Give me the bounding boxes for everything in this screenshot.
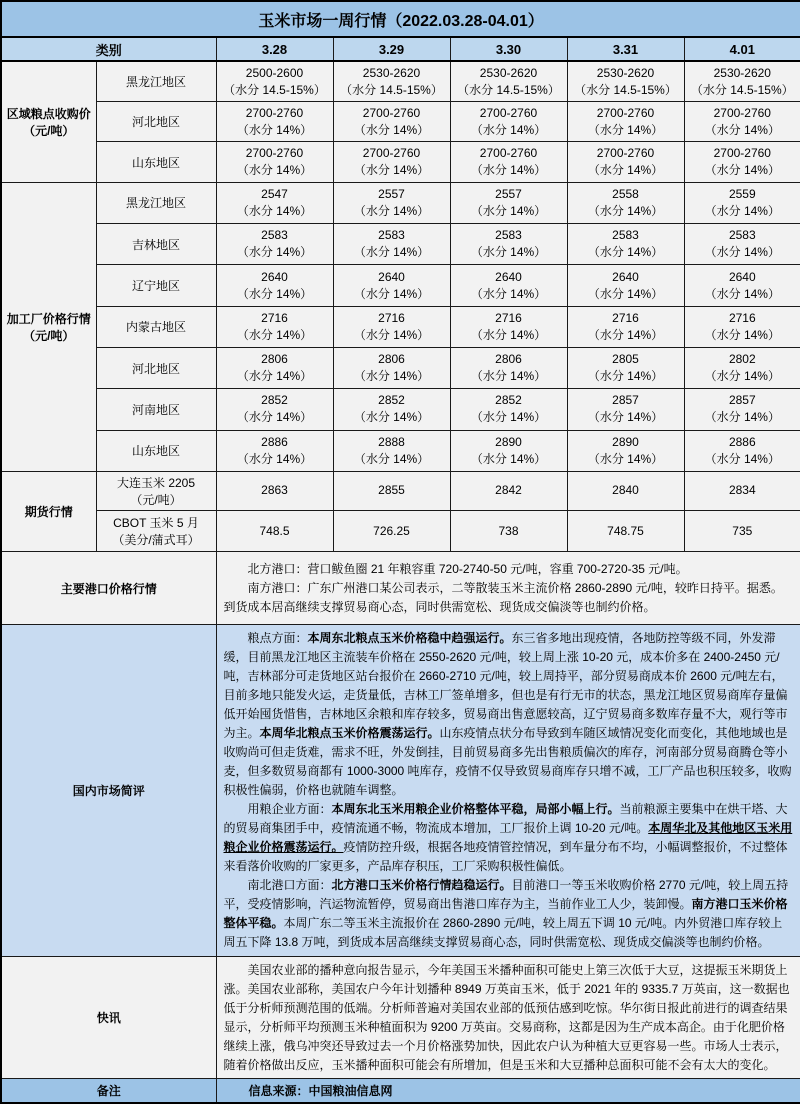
- ports-commentary-paragraph: 南北港口方面：北方港口玉米价格行情趋稳运行。目前港口一等玉米收购价格 2770 元/吨，较上周五持平，受疫情影响，汽运物流暂停，贸易商出售港口库存为主，当前作业工人少，装卸慢。南方港口玉米价格整体平稳。本周广东二等玉米主流报价在 2860-2890 元/吨，较上周五下调 10 元/吨。内外贸港口库存较上周五下降 13.8 万吨，到货成本居高继续支撑贸易商心态，同时供需宽松、现货成交偏淡等也制约价格。: [223, 878, 789, 950]
- region-cell: 山东地区: [96, 430, 216, 471]
- commentary-text-cell: [216, 624, 800, 956]
- grain-points-paragraph: 粮点方面：本周东北粮点玉米价格稳中趋强运行。东三省多地出现疫情，各地防控等级不同，外发滞缓，目前黑龙江地区主流装车价格在 2550-2620 元/吨，较上周上涨 10-20 元，成本价多在 2400-2450 元/吨，吉林部分可走货地区站台报价在 2660-2710 元/吨，较上周持平，部分贸易商成本价 2600 元/吨左右，目前多地只能发火运，走货量低，吉林工厂签单增多，但也是有行无市的状态，黑龙江地区贸易商库存量偏低开始囤货惜售，吉林地区余粮和库存较多，贸易商出售意愿较高，辽宁贸易商多数库存量不大，观行等市为主。本周华北粮点玉米价格震荡运行。山东疫情点状分布导致到车随区域情况变化而变化，其他地域也是收购尚可但走货难，需求不旺，外发倒挂，目前贸易商多先出售粮质偏次的库存，河南部分贸易商腾仓等小麦，但多数贸易商都有 1000-3000 吨库存，疫情不仅导致贸易商库存只增不减，工厂产品也积压较多，收购积极性偏弱，价格也就随车调整。: [223, 631, 792, 798]
- price-cell: 2716 （水分 14%）: [567, 306, 684, 347]
- price-cell: 2700-2760 （水分 14%）: [333, 142, 450, 182]
- price-cell: 2700-2760 （水分 14%）: [450, 102, 567, 142]
- column-header-date: 4.01: [684, 37, 800, 61]
- region-cell: 河南地区: [96, 389, 216, 430]
- price-cell: 2834: [684, 471, 800, 510]
- contract-cell: 大连玉米 2205 （元/吨）: [96, 471, 216, 510]
- price-cell: 2852 （水分 14%）: [216, 389, 333, 430]
- price-cell: 2530-2620 （水分 14.5-15%）: [333, 61, 450, 101]
- title-row: [1, 1, 800, 37]
- north-port-paragraph: 北方港口：营口鲅鱼圈 21 年粮容重 720-2740-50 元/吨，容重 700-2720-35 元/吨。: [247, 561, 688, 576]
- table-row: [1, 552, 800, 625]
- price-cell: 2700-2760 （水分 14%）: [216, 102, 333, 142]
- news-text-cell: [216, 957, 800, 1079]
- price-cell: 2530-2620 （水分 14.5-15%）: [567, 61, 684, 101]
- table-row: [1, 224, 800, 265]
- table-row: [1, 182, 800, 223]
- price-cell: 2805 （水分 14%）: [567, 347, 684, 388]
- price-cell: 2583 （水分 14%）: [216, 224, 333, 265]
- section-label-procurement: 区域粮点收购价 （元/吨）: [1, 61, 96, 182]
- price-cell: 2557 （水分 14%）: [450, 182, 567, 223]
- section-label-commentary: 国内市场简评: [1, 624, 216, 956]
- price-cell: 2500-2600 （水分 14.5-15%）: [216, 61, 333, 101]
- contract-cell: CBOT 玉米 5 月 （美分/蒲式耳）: [96, 511, 216, 552]
- price-cell: 2806 （水分 14%）: [216, 347, 333, 388]
- section-label-news: 快讯: [1, 957, 216, 1079]
- price-cell: 2890 （水分 14%）: [567, 430, 684, 471]
- region-cell: 吉林地区: [96, 224, 216, 265]
- table-row: [1, 306, 800, 347]
- price-cell: 2890 （水分 14%）: [450, 430, 567, 471]
- column-header-date: 3.29: [333, 37, 450, 61]
- column-header-category: 类别: [1, 37, 216, 61]
- section-label-remark: 备注: [1, 1079, 216, 1103]
- price-cell: 2857 （水分 14%）: [684, 389, 800, 430]
- price-cell: 2559 （水分 14%）: [684, 182, 800, 223]
- region-cell: 黑龙江地区: [96, 61, 216, 101]
- remark-content-cell: [216, 1079, 800, 1103]
- info-source: 信息来源：中国粮油信息网: [248, 1084, 393, 1099]
- region-cell: 内蒙古地区: [96, 306, 216, 347]
- header-row: [1, 37, 800, 61]
- price-cell: 748.75: [567, 511, 684, 552]
- price-cell: 2852 （水分 14%）: [333, 389, 450, 430]
- section-label-ports: 主要港口价格行情: [1, 552, 216, 625]
- price-cell: 2855: [333, 471, 450, 510]
- price-cell: 2886 （水分 14%）: [216, 430, 333, 471]
- price-cell: 2888 （水分 14%）: [333, 430, 450, 471]
- column-header-date: 3.28: [216, 37, 333, 61]
- price-cell: 2530-2620 （水分 14.5-15%）: [450, 61, 567, 101]
- price-cell: 735: [684, 511, 800, 552]
- price-cell: 2802 （水分 14%）: [684, 347, 800, 388]
- page-title: 玉米市场一周行情（2022.03.28-04.01）: [1, 1, 800, 37]
- grain-enterprises-paragraph: 用粮企业方面：本周东北玉米用粮企业价格整体平稳，局部小幅上行。当前粮源主要集中在烘干塔、大的贸易商集团手中，疫情流通不畅，物流成本增加，工厂报价上调 10-20 元/吨。本周华北及其他地区玉米用粮企业价格震荡运行。疫情防控升级，根据各地疫情管控情况，到车量分布不均，小幅调整报价，不过整体来看落价收购的厂家更多，产品库存积压，工厂采购积极性偏低。: [223, 802, 793, 874]
- column-header-date: 3.30: [450, 37, 567, 61]
- price-cell: 2716 （水分 14%）: [216, 306, 333, 347]
- table-row: [1, 1079, 800, 1103]
- price-cell: 2806 （水分 14%）: [450, 347, 567, 388]
- price-cell: 2716 （水分 14%）: [684, 306, 800, 347]
- price-cell: 2583 （水分 14%）: [684, 224, 800, 265]
- price-cell: 2640 （水分 14%）: [333, 265, 450, 306]
- region-cell: 辽宁地区: [96, 265, 216, 306]
- table-row: [1, 624, 800, 956]
- table-row: [1, 142, 800, 182]
- price-cell: 2840: [567, 471, 684, 510]
- price-cell: 2842: [450, 471, 567, 510]
- table-row: [1, 61, 800, 101]
- price-cell: 2700-2760 （水分 14%）: [567, 142, 684, 182]
- news-paragraph: 美国农业部的播种意向报告显示，今年美国玉米播种面积可能史上第三次低于大豆，这提振玉米期货上涨。美国农业部称，美国农户今年计划播种 8949 万英亩玉米，低于 2021 年的 9335.7 万英亩，这一数据也低于分析师预测范围的低端。分析师普遍对美国农业部的低预估感到吃惊。华尔街日报此前进行的调查结果显示，分析师平均预测玉米种植面积为 9200 万英亩。交易商称，这都是因为生产成本高企。由于化肥价格继续上涨，俄乌冲突还导致过去一个月价格涨势加快，因此农户认为种植大豆更容易一些。市场人士表示，随着价格做出反应，玉米播种面积可能会有所增加，但是玉米和大豆播种总面积可能不会有太大的变化。: [223, 962, 790, 1072]
- table-row: [1, 957, 800, 1079]
- price-cell: 2583 （水分 14%）: [333, 224, 450, 265]
- price-cell: 2558 （水分 14%）: [567, 182, 684, 223]
- price-cell: 2557 （水分 14%）: [333, 182, 450, 223]
- table-row: [1, 347, 800, 388]
- price-cell: 2716 （水分 14%）: [450, 306, 567, 347]
- section-label-processing: 加工厂价格行情 （元/吨）: [1, 182, 96, 471]
- price-cell: 2547 （水分 14%）: [216, 182, 333, 223]
- price-cell: 2700-2760 （水分 14%）: [567, 102, 684, 142]
- price-cell: 2700-2760 （水分 14%）: [684, 142, 800, 182]
- table-row: [1, 511, 800, 552]
- price-cell: 2852 （水分 14%）: [450, 389, 567, 430]
- price-cell: 2700-2760 （水分 14%）: [684, 102, 800, 142]
- region-cell: 黑龙江地区: [96, 182, 216, 223]
- column-header-date: 3.31: [567, 37, 684, 61]
- table-row: [1, 430, 800, 471]
- table-row: [1, 471, 800, 510]
- price-cell: 738: [450, 511, 567, 552]
- region-cell: 山东地区: [96, 142, 216, 182]
- ports-text-cell: [216, 552, 800, 625]
- section-label-futures: 期货行情: [1, 471, 96, 552]
- region-cell: 河北地区: [96, 347, 216, 388]
- price-cell: 748.5: [216, 511, 333, 552]
- price-cell: 2806 （水分 14%）: [333, 347, 450, 388]
- region-cell: 河北地区: [96, 102, 216, 142]
- price-cell: 2640 （水分 14%）: [684, 265, 800, 306]
- price-cell: 2583 （水分 14%）: [450, 224, 567, 265]
- price-cell: 726.25: [333, 511, 450, 552]
- table-row: [1, 389, 800, 430]
- price-cell: 2700-2760 （水分 14%）: [216, 142, 333, 182]
- price-cell: 2716 （水分 14%）: [333, 306, 450, 347]
- table-row: [1, 102, 800, 142]
- south-port-paragraph: 南方港口：广东广州港口某公司表示，二等散装玉米主流价格 2860-2890 元/吨，较昨日持平。据悉。到货成本居高继续支撑贸易商心态，同时供需宽松、现货成交偏淡等也制约价格。: [223, 580, 783, 614]
- price-cell: 2583 （水分 14%）: [567, 224, 684, 265]
- price-cell: 2700-2760 （水分 14%）: [333, 102, 450, 142]
- price-cell: 2640 （水分 14%）: [567, 265, 684, 306]
- price-cell: 2640 （水分 14%）: [450, 265, 567, 306]
- price-cell: 2886 （水分 14%）: [684, 430, 800, 471]
- price-cell: 2640 （水分 14%）: [216, 265, 333, 306]
- table-row: [1, 265, 800, 306]
- price-cell: 2857 （水分 14%）: [567, 389, 684, 430]
- price-cell: 2863: [216, 471, 333, 510]
- price-cell: 2700-2760 （水分 14%）: [450, 142, 567, 182]
- price-cell: 2530-2620 （水分 14.5-15%）: [684, 61, 800, 101]
